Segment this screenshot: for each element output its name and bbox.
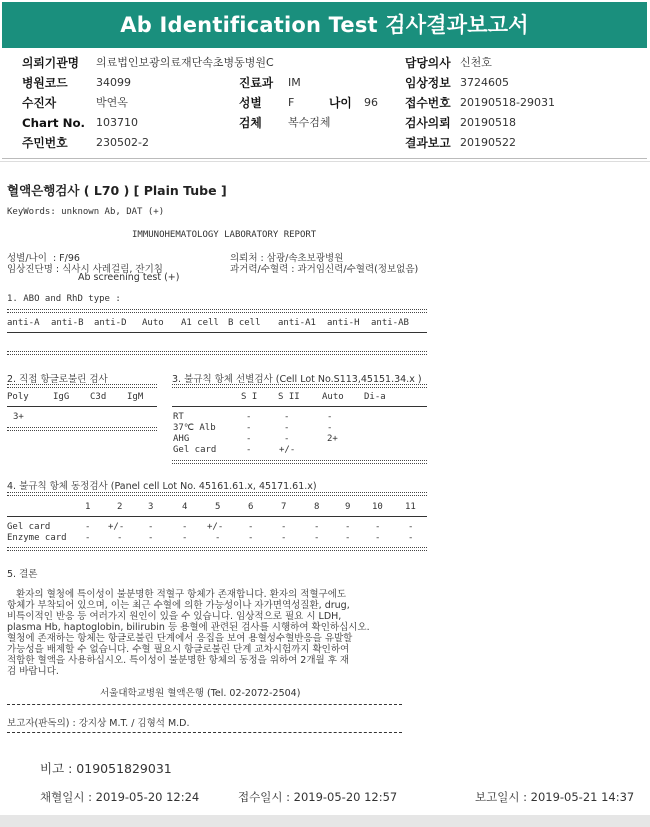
- panel-header: 9: [345, 502, 351, 512]
- section-1-bottom-rule: [7, 351, 427, 355]
- dat-header: C3d: [90, 392, 107, 402]
- screen-cell: +/-: [279, 445, 296, 455]
- received-time: 접수일시 : 2019-05-20 12:57: [238, 790, 398, 804]
- department-label: 진료과: [239, 76, 274, 90]
- section-2-top-rule: [7, 384, 157, 388]
- panel-cell: -: [314, 522, 320, 532]
- section-2-mid-rule: [7, 406, 157, 407]
- screen-header: S II: [278, 392, 300, 402]
- chart-label: Chart No.: [22, 116, 86, 130]
- patient-info-diagnosis: 임상진단명 : 식사시 사레걸림, 잔기침: [7, 264, 163, 275]
- panel-row-label: Enzyme card: [7, 533, 67, 543]
- panel-cell: -: [85, 522, 91, 532]
- hospital-code-label: 병원코드: [22, 76, 68, 90]
- resident-label: 주민번호: [22, 136, 68, 150]
- blood-bank-line: 서울대학교병원 혈액은행 (Tel. 02-2072-2504): [100, 688, 301, 699]
- page-bottom-strip: [0, 815, 650, 827]
- collected-time: 채혈일시 : 2019-05-20 12:24: [40, 790, 200, 804]
- abo-header: A1 cell: [181, 318, 219, 328]
- abo-header: anti-AB: [371, 318, 409, 328]
- panel-header: 5: [215, 502, 221, 512]
- panel-cell: -: [248, 533, 254, 543]
- report-date-value: 20190522: [460, 136, 516, 149]
- panel-row-label: Gel card: [7, 522, 51, 532]
- header-row-2: [2, 74, 647, 92]
- screen-row-label: Gel card: [173, 445, 217, 455]
- panel-cell: -: [314, 533, 320, 543]
- patient-value: 박연옥: [96, 96, 128, 109]
- section-5-title: 5. 결론: [7, 569, 38, 580]
- screen-header: Di-a: [364, 392, 386, 402]
- abo-header: B cell: [228, 318, 261, 328]
- header-row-3: [2, 94, 647, 112]
- abo-header: anti-H: [327, 318, 360, 328]
- patient-label: 수진자: [22, 96, 57, 110]
- patient-info-screening: Ab screening test (+): [78, 272, 180, 283]
- keywords-line: KeyWords: unknown Ab, DAT (+): [7, 207, 165, 217]
- patient-info-referrer: 의뢰처 : 삼광/속초보광병원: [230, 253, 344, 264]
- panel-cell: +/-: [108, 522, 125, 532]
- clinical-info-value: 3724605: [460, 76, 509, 89]
- abo-header: anti-D: [94, 318, 127, 328]
- reported-time: 보고일시 : 2019-05-21 14:37: [475, 790, 635, 804]
- department-value: IM: [288, 76, 301, 89]
- panel-header: 11: [405, 502, 416, 512]
- section-2-title: 2. 직접 항글로불린 검사: [7, 374, 108, 385]
- panel-cell: -: [408, 533, 414, 543]
- institution-label: 의뢰기관명: [22, 56, 79, 70]
- dat-poly-value: 3+: [13, 412, 24, 422]
- screen-cell: -: [246, 423, 252, 433]
- panel-header: 8: [314, 502, 320, 512]
- panel-cell: -: [375, 522, 381, 532]
- section-3-top-rule: [172, 384, 427, 388]
- abo-header: Auto: [142, 318, 164, 328]
- panel-header: 6: [248, 502, 254, 512]
- screen-cell: -: [327, 423, 333, 433]
- reporter-top-rule: [7, 704, 402, 705]
- conclusion-line: 비특이적인 반응 등 여러가지 원인이 있을 수 있습니다. 임상적으로 필요 시 LDH,: [7, 611, 342, 622]
- screen-cell: -: [327, 412, 333, 422]
- receipt-no-label: 접수번호: [405, 96, 451, 110]
- screen-cell: 2+: [327, 434, 338, 444]
- receipt-no-value: 20190518-29031: [460, 96, 555, 109]
- panel-header: 10: [372, 502, 383, 512]
- screen-row-label: AHG: [173, 434, 190, 444]
- conclusion-line: 가능성을 배제할 수 없습니다. 수혈 필요시 항글로불린 단계 교차시험까지 확인하여: [7, 644, 350, 655]
- section-4-top-rule: [7, 492, 427, 496]
- panel-cell: -: [182, 522, 188, 532]
- attending-value: 신천호: [460, 56, 492, 69]
- section-4-bottom-rule: [7, 547, 427, 551]
- section-2-bottom-rule: [7, 427, 157, 431]
- panel-cell: -: [182, 533, 188, 543]
- sex-label: 성별: [239, 96, 262, 110]
- section-1-title: 1. ABO and RhD type :: [7, 294, 121, 304]
- conclusion-line: 환자의 혈청에 특이성이 불분명한 적혈구 항체가 존재합니다. 환자의 적혈구에도: [7, 589, 347, 600]
- hospital-code-value: 34099: [96, 76, 131, 89]
- panel-cell: +/-: [207, 522, 224, 532]
- panel-header: 7: [281, 502, 287, 512]
- lab-report-title: IMMUNOHEMATOLOGY LABORATORY REPORT: [132, 230, 317, 240]
- abo-header: anti-A1: [278, 318, 316, 328]
- dat-header: Poly: [7, 392, 29, 402]
- section-1-top-rule: [7, 309, 427, 313]
- age-label: 나이: [329, 96, 352, 110]
- dat-header: IgM: [127, 392, 144, 402]
- request-value: 20190518: [460, 116, 516, 129]
- panel-cell: -: [148, 533, 154, 543]
- screen-row-label: 37℃ Alb: [173, 423, 216, 433]
- section-3-bottom-rule: [172, 460, 427, 464]
- panel-header: 1: [85, 502, 91, 512]
- panel-cell: -: [345, 522, 351, 532]
- screen-cell: -: [284, 412, 290, 422]
- sex-value: F: [288, 96, 295, 109]
- conclusion-line: 혈청에 존재하는 항체는 항글로불린 단계에서 응집을 보여 용혈성수혈반응을 유발할: [7, 633, 353, 644]
- screen-cell: -: [246, 412, 252, 422]
- specimen-label: 검체: [239, 116, 262, 130]
- report-title-banner: Ab Identification Test 검사결과보고서: [2, 2, 647, 48]
- patient-info-sex-age: 성별/나이 : F/96: [7, 253, 80, 264]
- abo-header: anti-B: [51, 318, 84, 328]
- age-value: 96: [364, 96, 378, 109]
- report-date-label: 결과보고: [405, 136, 451, 150]
- conclusion-line: 적합한 혈액을 사용하십시오. 특이성이 불분명한 항체의 동정을 위하여 2개월 후 재: [7, 655, 350, 666]
- screen-cell: -: [246, 445, 252, 455]
- patient-info-history: 과거력/수혈력 : 과거임신력/수혈력(정보없음): [230, 264, 419, 275]
- header-row-5: [2, 134, 647, 152]
- conclusion-line: 검 바랍니다.: [7, 666, 59, 677]
- remark-line: 비고 : 019051829031: [40, 761, 172, 776]
- section-1-mid-rule: [7, 332, 427, 333]
- reporter-line: 보고자(판독의) : 강지상 M.T. / 김형석 M.D.: [7, 718, 190, 729]
- resident-value: 230502-2: [96, 136, 149, 149]
- report-body: [0, 162, 650, 827]
- panel-cell: -: [408, 522, 414, 532]
- panel-cell: -: [85, 533, 91, 543]
- screen-cell: -: [246, 434, 252, 444]
- abo-header: anti-A: [7, 318, 40, 328]
- panel-cell: -: [281, 533, 287, 543]
- header-row-1: [2, 54, 647, 72]
- attending-label: 담당의사: [405, 56, 451, 70]
- panel-header: 2: [117, 502, 123, 512]
- section-3-mid-rule: [172, 406, 427, 407]
- screen-row-label: RT: [173, 412, 184, 422]
- report-header: [2, 52, 647, 159]
- screen-header: S I: [241, 392, 258, 402]
- panel-cell: -: [117, 533, 123, 543]
- panel-header: 4: [182, 502, 188, 512]
- panel-header: 3: [148, 502, 154, 512]
- reporter-bottom-rule: [7, 732, 402, 733]
- dat-header: IgG: [53, 392, 70, 402]
- chart-value: 103710: [96, 116, 138, 129]
- panel-cell: -: [345, 533, 351, 543]
- screen-cell: -: [284, 423, 290, 433]
- panel-cell: -: [375, 533, 381, 543]
- specimen-value: 복수검체: [288, 116, 331, 129]
- clinical-info-label: 임상정보: [405, 76, 451, 90]
- panel-cell: -: [281, 522, 287, 532]
- institution-value: 의료법인보광의료재단속초병동병원C: [96, 56, 274, 69]
- conclusion-line: plasma Hb, haptoglobin, bilirubin 등 용혈에 관련된 검사를 시행하여 확인하십시오.: [7, 622, 370, 633]
- screen-cell: -: [284, 434, 290, 444]
- section-title: 혈액은행검사 ( L70 ) [ Plain Tube ]: [7, 183, 227, 198]
- request-label: 검사의뢰: [405, 116, 451, 130]
- section-4-mid-rule: [7, 516, 427, 517]
- section-3-title: 3. 불규칙 항체 선별검사 (Cell Lot No.S113,45151.34.x ): [172, 374, 422, 385]
- panel-cell: -: [215, 533, 221, 543]
- panel-cell: -: [148, 522, 154, 532]
- header-row-4: [2, 114, 647, 132]
- panel-cell: -: [248, 522, 254, 532]
- section-4-title: 4. 불규칙 항체 동정검사 (Panel cell Lot No. 45161.61.x, 45171.61.x): [7, 481, 317, 492]
- conclusion-line: 항체가 부착되어 있으며, 이는 최근 수혈에 의한 가능성이나 자가면역성질환, drug,: [7, 600, 350, 611]
- screen-header: Auto: [322, 392, 344, 402]
